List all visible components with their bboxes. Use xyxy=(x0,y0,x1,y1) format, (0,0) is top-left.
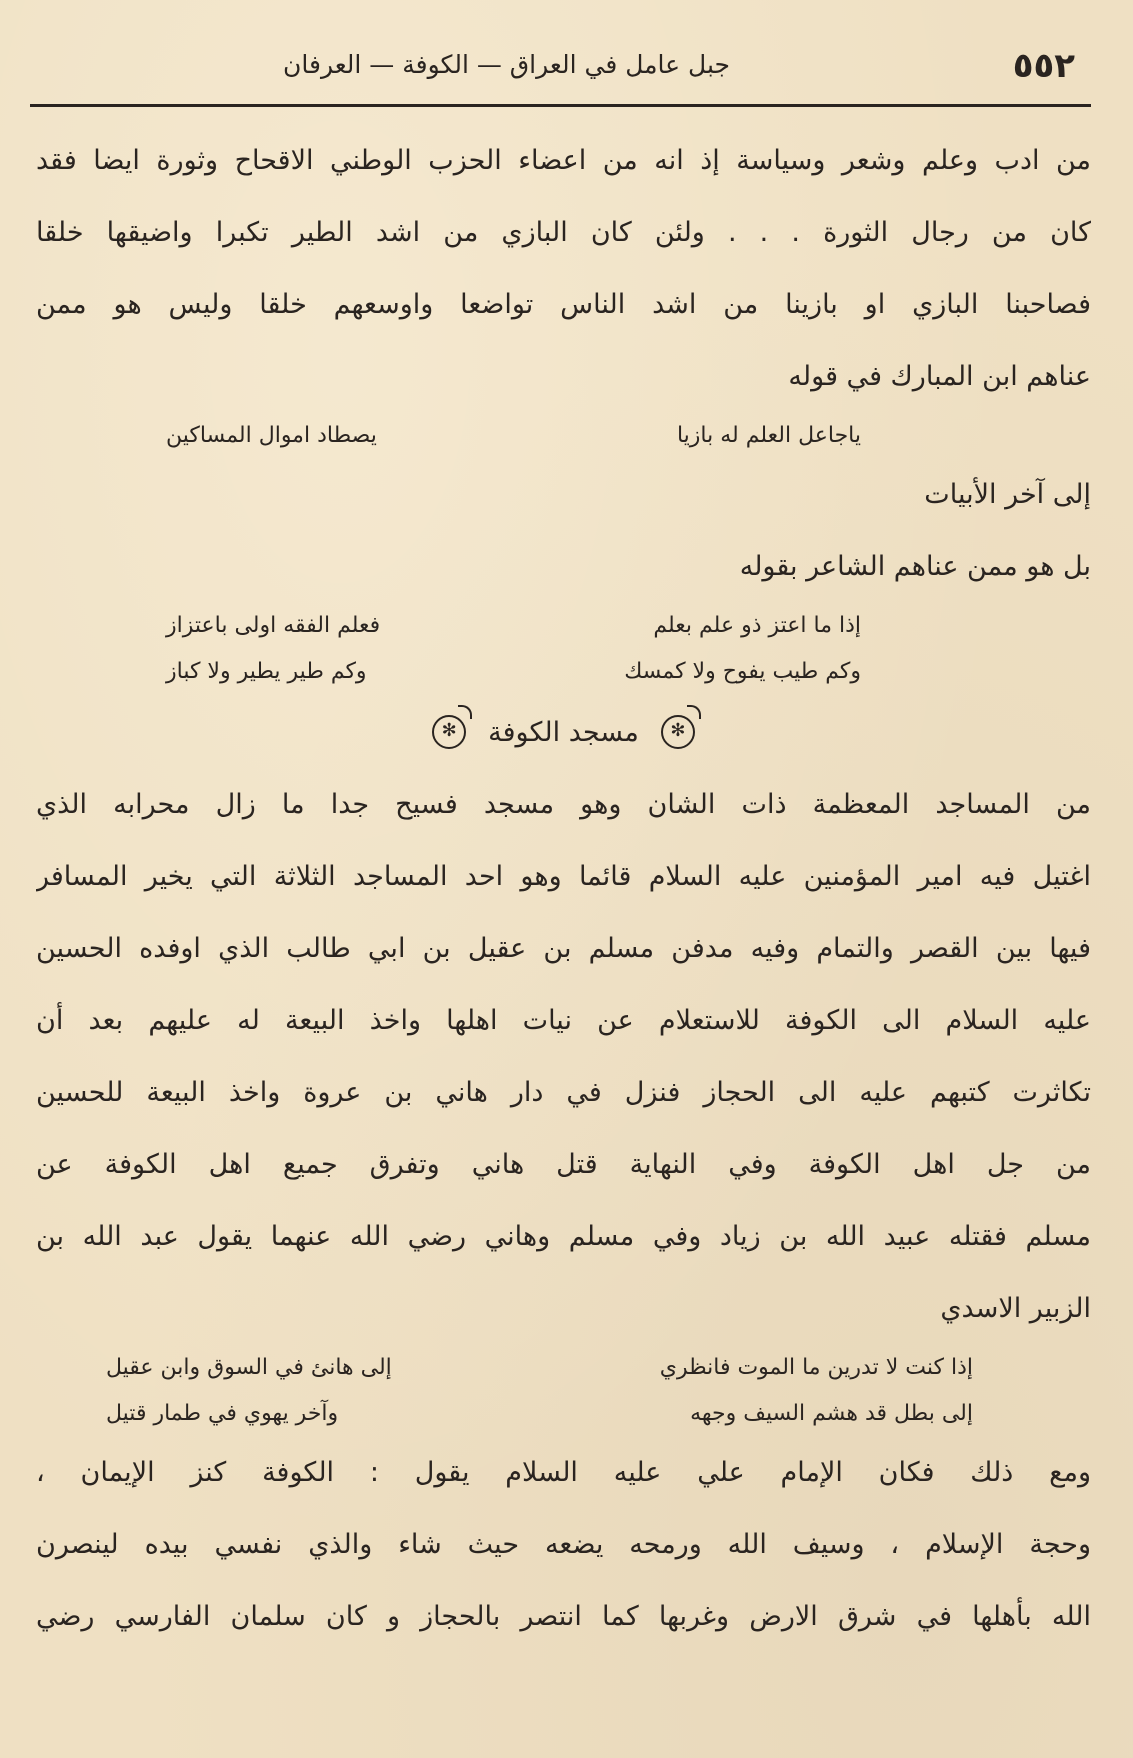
section-heading-text: مسجد الكوفة xyxy=(488,716,639,748)
verse-line xyxy=(36,649,1091,695)
paragraph-2 xyxy=(36,769,1091,1345)
paragraph-1 xyxy=(36,125,1091,413)
verse-first-hemistich: إلى بطل قد هشم السيف وجهه xyxy=(690,1401,973,1426)
verse-line xyxy=(36,603,1091,649)
verse-second-hemistich: فعلم الفقه اولى باعتزاز xyxy=(166,613,381,638)
text-line: عناهم ابن المبارك في قوله xyxy=(788,361,1091,392)
page-body xyxy=(36,125,1091,1653)
text-line: كان من رجال الثورة . . . ولئن كان البازي من اشد الطير تكبرا واضيقها خلقا xyxy=(36,217,1091,248)
text-line: من المساجد المعظمة ذات الشان وهو مسجد فسيح جدا ما زال محرابه الذي xyxy=(36,789,1091,820)
text-line: من ادب وعلم وشعر وسياسة إذ انه من اعضاء الحزب الوطني الاقحاح وثورة ايضا فقد xyxy=(36,145,1091,176)
running-title: جبل عامل في العراق — الكوفة — العرفان xyxy=(283,50,730,79)
text-line: فيها بين القصر والتمام وفيه مدفن مسلم بن عقيل بن ابي طالب الذي اوفده الحسين xyxy=(36,933,1091,964)
verse-line xyxy=(36,1345,1091,1391)
verse-line xyxy=(36,1391,1091,1437)
text-line: بل هو ممن عناهم الشاعر بقوله xyxy=(739,551,1091,582)
verse-first-hemistich: إذا كنت لا تدرين ما الموت فانظري xyxy=(659,1355,973,1380)
text-line: مسلم فقتله عبيد الله بن زياد وفي مسلم وهاني رضي الله عنهما يقول عبد الله بن xyxy=(36,1221,1091,1252)
page-header xyxy=(30,40,1103,100)
text-line: ومع ذلك فكان الإمام علي عليه السلام يقول : الكوفة كنز الإيمان ، xyxy=(36,1457,1091,1488)
text-line: من جل اهل الكوفة وفي النهاية قتل هاني وتفرق جميع اهل الكوفة عن xyxy=(36,1149,1091,1180)
text-line: اغتيل فيه امير المؤمنين عليه السلام قائما وهو احد المساجد الثلاثة التي يخير المسافر xyxy=(36,861,1091,892)
text-line: عليه السلام الى الكوفة للاستعلام عن نيات اهلها واخذ البيعة له عليهم بعد أن xyxy=(36,1005,1091,1036)
floral-ornament-icon: ✻ xyxy=(661,715,695,749)
verse-second-hemistich: إلى هانئ في السوق وابن عقيل xyxy=(106,1355,392,1380)
verse-second-hemistich: يصطاد اموال المساكين xyxy=(166,423,377,448)
verse-line xyxy=(36,413,1091,459)
verse-second-hemistich: وآخر يهوي في طمار قتيل xyxy=(106,1401,339,1426)
floral-ornament-icon: ✻ xyxy=(432,715,466,749)
verse-first-hemistich: ياجاعل العلم له بازيا xyxy=(676,423,861,448)
text-line: وحجة الإسلام ، وسيف الله ورمحه يضعه حيث شاء والذي نفسي بيده لينصرن xyxy=(36,1529,1091,1560)
verse-second-hemistich: وكم طير يطير ولا كباز xyxy=(166,659,367,684)
header-rule xyxy=(30,104,1091,107)
text-line: إلى آخر الأبيات xyxy=(924,479,1091,510)
section-heading xyxy=(36,695,1091,769)
text-line: تكاثرت كتبهم عليه الى الحجاز فنزل في دار هاني بن عروة واخذ البيعة للحسين xyxy=(36,1077,1091,1108)
verse-first-hemistich: وكم طيب يفوح ولا كمسك xyxy=(624,659,861,684)
verse-first-hemistich: إذا ما اعتز ذو علم بعلم xyxy=(653,613,861,638)
text-line: فصاحبنا البازي او بازينا من اشد الناس تواضعا واوسعهم خلقا وليس هو ممن xyxy=(36,289,1091,320)
text-line: الله بأهلها في شرق الارض وغربها كما انتصر بالحجاز و كان سلمان الفارسي رضي xyxy=(36,1601,1091,1632)
page-number: ٥٥٢ xyxy=(1012,46,1075,86)
text-line: الزبير الاسدي xyxy=(940,1293,1091,1324)
paragraph-3 xyxy=(36,1437,1091,1653)
